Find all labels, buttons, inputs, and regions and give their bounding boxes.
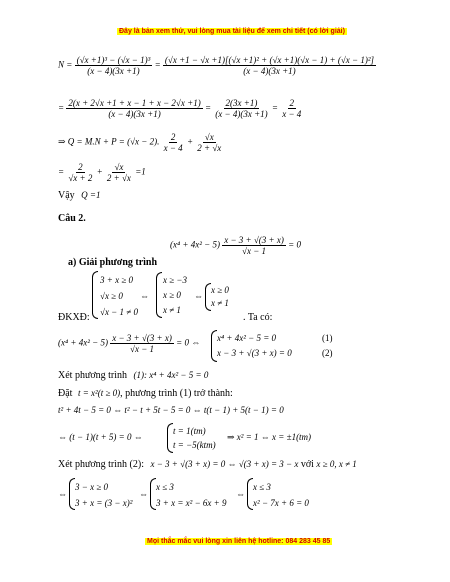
factored-eq-num: x − 3 + √(3 + x) — [112, 333, 172, 343]
dkxd-label: ĐKXĐ: — [58, 312, 90, 323]
conclusion-eq: Q =1 — [81, 190, 101, 200]
eq-line2-denominator-3: x − 4 — [282, 109, 302, 119]
eq-q-plus: + — [186, 136, 194, 147]
eq-n-numerator-2: (√x +1 − √x +1)[(√x +1)² + (√x +1)(√x − 1) + (√x − 1)²] — [164, 55, 375, 65]
t-cases — [173, 424, 216, 452]
substitution-formula: t = x²(t ≥ 0) — [77, 388, 121, 398]
t-case-1: t = 1(tm) — [173, 426, 206, 436]
eq-line2-denominator-2: (x − 4)(3x +1) — [215, 109, 268, 119]
arrow-1: ⇔ — [140, 291, 149, 301]
cond2-line-2: x ≥ 0 — [163, 290, 181, 300]
factored-eq-arrow: ⇔ — [191, 337, 201, 348]
consider-eq2-condition: x ≥ 0, x ≠ 1 — [316, 459, 357, 469]
main-eq-prefix: (x⁴ + 4x² − 5) — [170, 239, 220, 250]
t-case-2: t = −5(ktm) — [173, 440, 216, 450]
cond3-system — [211, 284, 229, 310]
last2-line-1: x ≤ 3 — [156, 482, 174, 492]
consider-eq2-formula: x − 3 + √(3 + x) = 0 ⇔ √(3 + x) = 3 − x — [150, 459, 299, 469]
brace-cond1 — [92, 271, 98, 319]
sys-number-1: (1) — [322, 333, 333, 343]
eq-line2: = $\frac{2(x + 2√x +1 + x - 1 + x - 2√x +1)}{(x - 4)(3x +1)}$ = $\frac{2(3x +1)}{(x - 4)(3x +1)}$ = $\frac{2}{x - 4}$ — [58, 98, 302, 119]
eq-result-fraction-1 — [66, 162, 94, 183]
eq-line2-numerator-3: 2 — [289, 98, 294, 108]
factored-eq — [58, 333, 200, 354]
eq-q-prefix: ⇒ Q = M.N + P = (√x − 2). — [58, 136, 160, 147]
eq-result-f2-num: √x — [114, 162, 124, 172]
eq-line2-fraction-2 — [213, 98, 269, 119]
eq-n-label: N = — [58, 59, 73, 70]
sys-equations — [217, 331, 292, 361]
eq-result-f1-den: √x + 2 — [68, 173, 93, 183]
taco-text: . Ta có: — [243, 312, 273, 323]
cond3-line-2: x ≠ 1 — [211, 298, 229, 308]
substitution-tail: , phương trình (1) trở thành: — [120, 388, 233, 399]
hotline-banner: Mọi thắc mắc vui lòng xin liên hệ hotline: 084 283 45 85 — [147, 538, 331, 545]
eq-result-line: = $\frac{2}{√x + 2}$ + $\frac{√x}{2 + √x}$ =1 — [58, 162, 146, 183]
factored-eq-fraction — [110, 333, 174, 354]
main-eq-fraction — [222, 235, 286, 256]
cond1-system — [100, 272, 138, 320]
factored-eq-prefix: (x⁴ + 4x² − 5) — [58, 337, 108, 348]
cond1-line-1: 3 + x ≥ 0 — [100, 275, 134, 285]
eq-q-f2-num: √x — [204, 132, 214, 142]
sys-number-2: (2) — [322, 348, 333, 358]
main-equation — [170, 235, 301, 256]
cond3-line-1: x ≥ 0 — [211, 285, 229, 295]
consider-eq2 — [58, 459, 357, 470]
last3-system — [253, 479, 309, 511]
sys-eq-1: x⁴ + 4x² − 5 = 0 — [217, 333, 277, 343]
consider-eq1 — [58, 370, 208, 381]
main-eq-num: x − 3 + √(3 + x) — [224, 235, 284, 245]
preview-banner: Đây là bản xem thử, vui lòng mua tài liệu để xem chi tiết (có lời giải) — [119, 28, 345, 35]
consider-eq2-with: với — [300, 459, 314, 470]
eq-result-f2-den: 2 + √x — [106, 173, 131, 183]
substitution — [58, 388, 233, 399]
brace-cond2 — [156, 272, 162, 318]
eq-line2-numerator-1: 2(x + 2√x +1 + x − 1 + x − 2√x +1) — [68, 98, 201, 108]
eq-q-f1-den: x − 4 — [163, 143, 183, 153]
quadratic-line: t² + 4t − 5 = 0 ⇔ t² − t + 5t − 5 = 0 ⇔ t(t − 1) + 5(t − 1) = 0 — [58, 405, 284, 415]
eq-q-fraction-2 — [195, 132, 223, 153]
last2-system — [156, 479, 226, 511]
eq-result-fraction-2 — [105, 162, 133, 183]
eq-n-left: N = $\frac{\text{(√x +1)³ − (√x − 1)³}}{(x - 4)(3x +1)}$ = $\frac{\text{(√x +1 − √x +1)[(√x +1)² + (√x +1)(√x − 1) + (√x − 1)²]}}{(x - 4)(3x +1)}$ — [58, 55, 375, 76]
last1-line-1: 3 − x ≥ 0 — [75, 482, 109, 492]
last1-system — [75, 479, 132, 511]
sys-numbers — [322, 331, 333, 361]
sys-eq-2: x − 3 + √(3 + x) = 0 — [217, 348, 292, 358]
eq-n-denominator-1: (x − 4)(3x +1) — [87, 66, 140, 76]
eq-result-equals: = — [58, 166, 65, 177]
eq-n-fraction-1 — [75, 55, 153, 76]
cond2-line-3: x ≠ 1 — [163, 305, 181, 315]
eq-n-denominator-2: (x − 4)(3x +1) — [243, 66, 296, 76]
arrow-2: ⇔ — [194, 291, 203, 301]
question-2-heading: Câu 2. — [58, 213, 86, 224]
factored-eq-tail: = 0 — [176, 337, 189, 348]
eq-n-fraction-2 — [163, 55, 376, 76]
factored-eq-den: √x − 1 — [130, 344, 155, 354]
eq-line2-fraction-1 — [66, 98, 202, 119]
eq-line2-fraction-3 — [280, 98, 303, 119]
consider-eq1-label: Xét phương trình — [58, 370, 128, 381]
consider-eq2-label: Xét phương trình (2): — [58, 459, 144, 470]
last1-line-2: 3 + x = (3 − x)² — [75, 498, 133, 508]
eq-line2-numerator-2: 2(3x +1) — [225, 98, 258, 108]
cond1-line-2: √x ≥ 0 — [100, 291, 123, 301]
eq-q-fraction-1 — [162, 132, 185, 153]
part-a-heading: a) Giải phương trình — [68, 257, 158, 268]
eq-q-f1-num: 2 — [170, 132, 176, 142]
main-eq-den: √x − 1 — [242, 246, 267, 256]
last3-line-2: x² − 7x + 6 = 0 — [253, 498, 309, 508]
x-solution: ⇒ x² = 1 ⇔ x = ±1(tm) — [227, 432, 312, 442]
main-eq-tail: = 0 — [288, 239, 301, 250]
arrow-last-2: ⇔ — [139, 489, 148, 499]
last3-line-1: x ≤ 3 — [253, 482, 271, 492]
arrow-last-1: ⇔ — [58, 489, 67, 499]
eq-q-line — [58, 132, 223, 153]
conclusion — [58, 190, 101, 201]
cond2-system — [163, 273, 187, 318]
eq-n-numerator-1: (√x +1)³ − (√x − 1)³ — [76, 55, 151, 65]
eq-line2-denominator-1: (x − 4)(3x +1) — [108, 109, 161, 119]
eq-result-tail: =1 — [135, 166, 146, 177]
cond1-line-3: √x − 1 ≠ 0 — [100, 307, 138, 317]
consider-eq1-formula: (1): x⁴ + 4x² − 5 = 0 — [133, 370, 209, 380]
eq-result-f1-num: 2 — [78, 162, 83, 172]
cond2-line-1: x ≥ −3 — [163, 275, 188, 285]
arrow-last-3: ⇔ — [236, 489, 245, 499]
factor-line: ⇔ (t − 1)(t + 5) = 0 ⇔ — [58, 432, 143, 442]
conclusion-label: Vậy — [58, 190, 75, 201]
last2-line-2: 3 + x = x² − 6x + 9 — [156, 498, 227, 508]
eq-q-f2-den: 2 + √x — [197, 143, 222, 153]
substitution-label: Đặt — [58, 388, 73, 399]
